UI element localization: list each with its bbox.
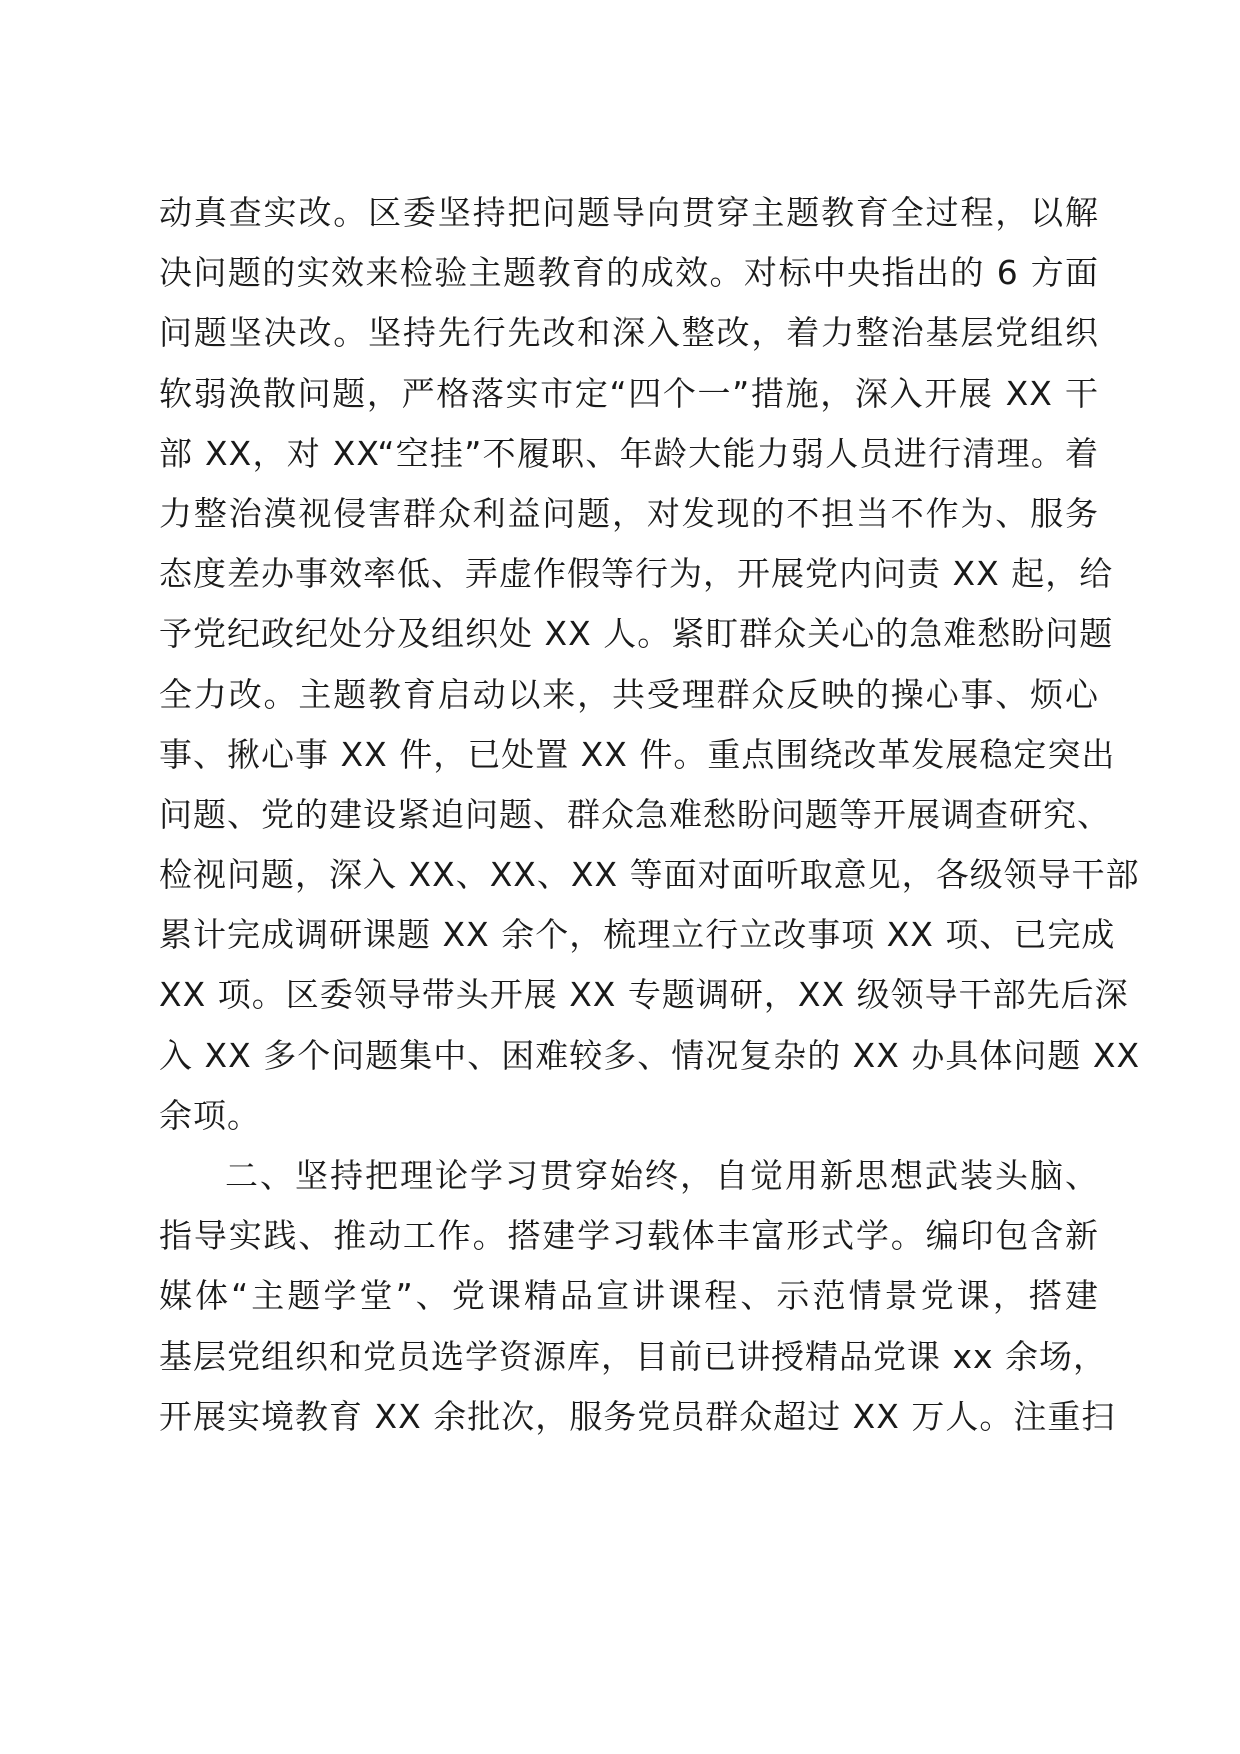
section-heading-line: 二、坚持把理论学习贯穿始终，自觉用新思想武装头脑、 xyxy=(225,1156,1099,1195)
text-line: 决问题的实效来检验主题教育的成效。对标中央指出的 6 方面 xyxy=(159,253,1099,293)
text-line: 全力改。主题教育启动以来，共受理群众反映的操心事、烦心 xyxy=(159,674,1099,714)
text-line: 问题、党的建设紧迫问题、群众急难愁盼问题等开展调查研究、 xyxy=(159,794,1111,834)
text-line: 余项。 xyxy=(159,1095,261,1135)
text-line: 开展实境教育 XX 余批次，服务党员群众超过 XX 万人。注重扫 xyxy=(159,1396,1116,1436)
body-text xyxy=(159,183,1141,1447)
text-line: 力整治漠视侵害群众利益问题，对发现的不担当不作为、服务 xyxy=(159,493,1099,533)
text-line: 态度差办事效率低、弄虚作假等行为，开展党内问责 XX 起，给 xyxy=(159,554,1114,594)
text-line: 部 XX，对 XX“空挂”不履职、年龄大能力弱人员进行清理。着 xyxy=(159,433,1099,473)
text-line: 软弱涣散问题，严格落实市定“四个一”措施，深入开展 XX 干 xyxy=(159,373,1099,413)
text-line: 入 XX 多个问题集中、困难较多、情况复杂的 XX 办具体问题 XX xyxy=(159,1035,1141,1075)
text-line: XX 项。区委领导带头开展 XX 专题调研，XX 级领导干部先后深 xyxy=(159,975,1129,1015)
text-line: 检视问题，深入 XX、XX、XX 等面对面听取意见，各级领导干部 xyxy=(159,855,1140,895)
text-line: 问题坚决改。坚持先行先改和深入整改，着力整治基层党组织 xyxy=(159,313,1099,353)
text-line: 事、揪心事 XX 件，已处置 XX 件。重点围绕改革发展稳定突出 xyxy=(159,734,1116,774)
text-line: 动真查实改。区委坚持把问题导向贯穿主题教育全过程，以解 xyxy=(159,193,1099,232)
text-line: 基层党组织和党员选学资源库，目前已讲授精品党课 xx 余场， xyxy=(159,1336,1108,1376)
text-line: 予党纪政纪处分及组织处 XX 人。紧盯群众关心的急难愁盼问题 xyxy=(159,614,1114,654)
text-line: 累计完成调研课题 XX 余个，梳理立行立改事项 XX 项、已完成 xyxy=(159,915,1116,955)
text-line: 媒体“主题学堂”、党课精品宣讲课程、示范情景党课，搭建 xyxy=(159,1276,1099,1316)
text-line: 指导实践、推动工作。搭建学习载体丰富形式学。编印包含新 xyxy=(159,1216,1099,1256)
